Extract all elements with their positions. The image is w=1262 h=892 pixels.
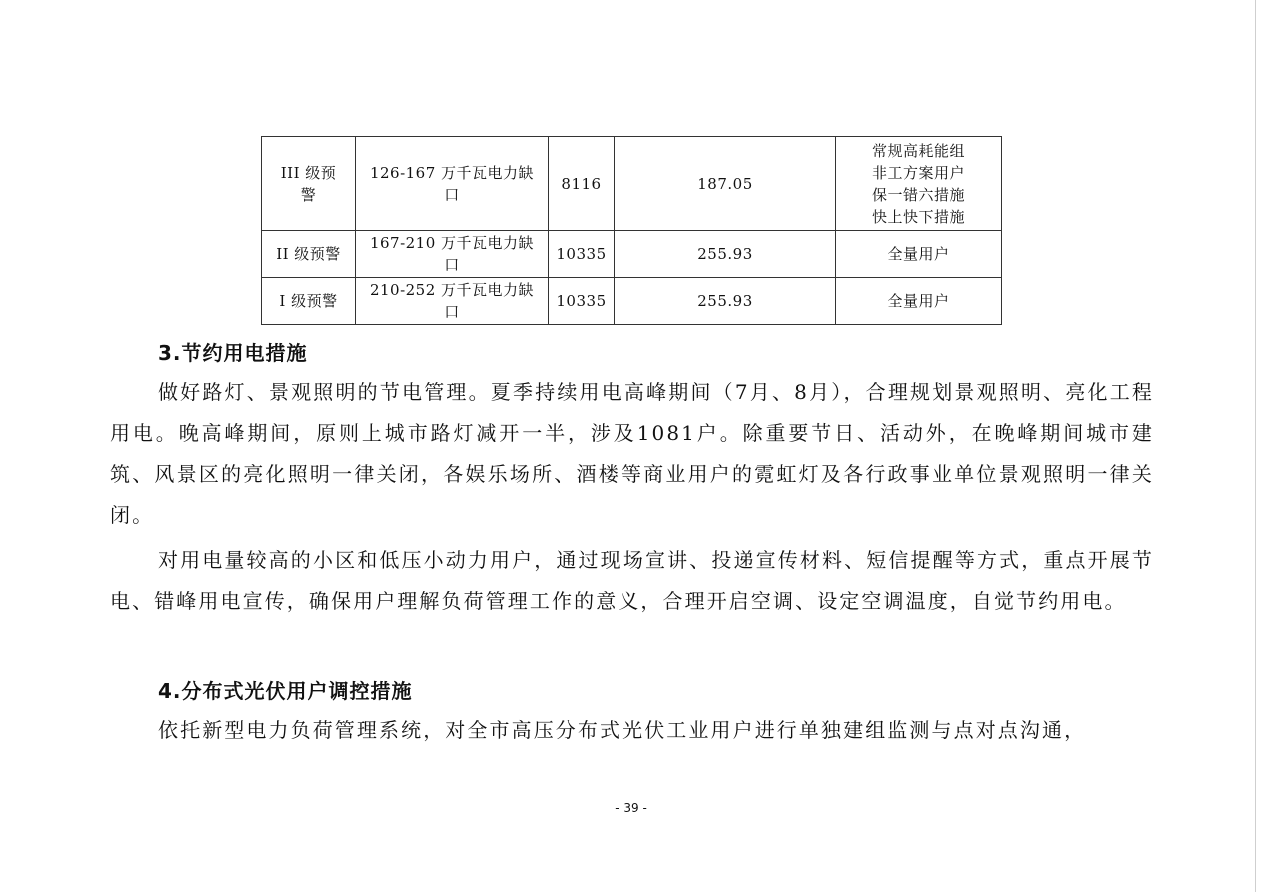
load-value-cell: 255.93 <box>615 278 836 325</box>
scope-cell: 全量用户 <box>836 231 1002 278</box>
table-row <box>262 231 1002 278</box>
page-number: - 39 - <box>615 801 647 815</box>
warning-level-cell: I 级预警 <box>262 278 356 325</box>
user-count-cell: 10335 <box>549 278 615 325</box>
power-gap-cell: 126-167 万千瓦电力缺 口 <box>356 137 549 231</box>
user-count-cell: 8116 <box>549 137 615 231</box>
body-paragraph: 依托新型电力负荷管理系统，对全市高压分布式光伏工业用户进行单独建组监测与点对点沟通， <box>158 718 1087 742</box>
scope-cell: 全量用户 <box>836 278 1002 325</box>
load-value-cell: 255.93 <box>615 231 836 278</box>
load-value-cell: 187.05 <box>615 137 836 231</box>
page-edge-divider <box>1255 0 1256 892</box>
warning-level-table <box>261 136 1002 325</box>
table-row <box>262 137 1002 231</box>
section-heading: 3.节约用电措施 <box>158 341 308 365</box>
warning-level-cell: II 级预警 <box>262 231 356 278</box>
scope-cell: 常规高耗能组 非工方案用户 保一错六措施 快上快下措施 <box>836 137 1002 231</box>
body-paragraph: 对用电量较高的小区和低压小动力用户，通过现场宣讲、投递宣传材料、短信提醒等方式，重点开展节电、错峰用电宣传，确保用户理解负荷管理工作的意义，合理开启空调、设定空调温度，自觉节约用电。 <box>110 548 1154 613</box>
section-heading: 4.分布式光伏用户调控措施 <box>158 679 413 703</box>
body-paragraph: 做好路灯、景观照明的节电管理。夏季持续用电高峰期间（7月、8月），合理规划景观照明、亮化工程用电。晚高峰期间，原则上城市路灯减开一半，涉及1081户。除重要节日、活动外，在晚峰期间城市建筑、风景区的亮化照明一律关闭，各娱乐场所、酒楼等商业用户的霓虹灯及各行政事业单位景观照明一律关闭。 <box>110 380 1154 527</box>
power-gap-cell: 167-210 万千瓦电力缺 口 <box>356 231 549 278</box>
power-gap-cell: 210-252 万千瓦电力缺 口 <box>356 278 549 325</box>
table-row <box>262 278 1002 325</box>
warning-level-cell: III 级预 警 <box>262 137 356 231</box>
user-count-cell: 10335 <box>549 231 615 278</box>
